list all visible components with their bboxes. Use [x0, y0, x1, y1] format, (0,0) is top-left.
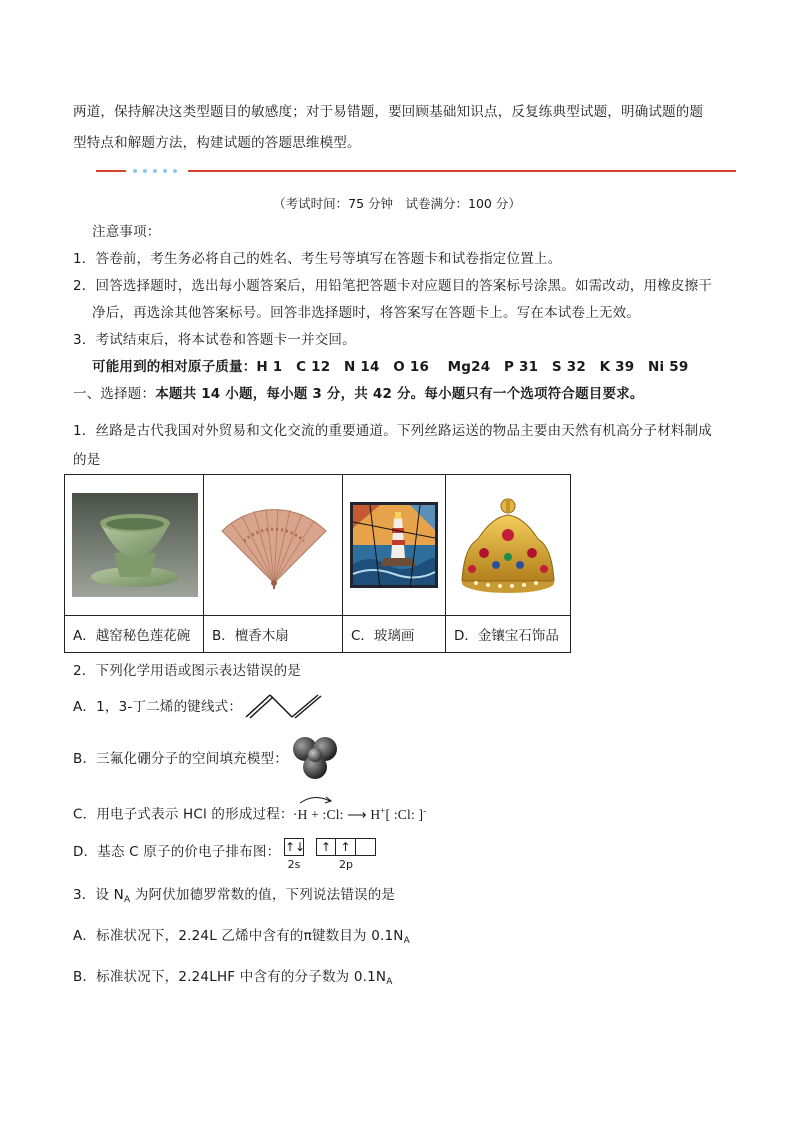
q1-options-table [64, 474, 571, 653]
orbital-box-2s: ↑↓ [285, 839, 306, 854]
q3-option-a-sub: A [403, 936, 410, 946]
q2-option-c [73, 800, 426, 825]
hcl-h-atom: ·H [292, 806, 308, 822]
hcl-product: H+[ :Cl: ]- [370, 805, 427, 822]
orbital-diagram-2p [316, 836, 376, 871]
divider-dot [173, 169, 177, 173]
intro-line-1: 两道，保持解决这类型题目的敏感度；对于易错题，要回顾基础知识点，反复练典型试题，明确试题的题 [73, 104, 704, 120]
divider-dot [153, 169, 157, 173]
bf3-space-filling-model-icon [288, 734, 340, 782]
q3-stem-post: 为阿伏加德罗常数的值，下列说法错误的是 [130, 887, 396, 903]
divider-dot [133, 169, 137, 173]
option-a-caption: A．越窑秘色莲花碗 [65, 616, 204, 653]
butadiene-skeletal-formula-icon [244, 693, 324, 719]
exam-info: （考试时间：75 分钟 试卷满分：100 分） [273, 196, 521, 211]
option-a-image-cell [65, 475, 204, 616]
q3-option-b-sub: A [386, 977, 393, 987]
q3-option-b [73, 967, 393, 992]
electron-transfer-arrow-icon [296, 793, 336, 805]
note-item-2: 2．回答选择题时，选出每小题答案后，用铅笔把答题卡对应题目的答案标号涂黑。如需改动，用橡皮擦干 [73, 278, 712, 294]
divider-left-segment [96, 170, 126, 172]
q3-stem [73, 885, 395, 910]
option-b-caption: B．檀香木扇 [204, 616, 343, 653]
section-1-title [73, 384, 644, 404]
q2-option-a: A．1，3-丁二烯的键线式： [73, 699, 243, 715]
stained-glass-lighthouse-icon [350, 502, 438, 588]
q2-option-b: B．三氟化硼分子的空间填充模型： [73, 751, 288, 767]
hcl-electron-formula [293, 807, 426, 822]
orbital-box-2p-1: ↑ [316, 838, 336, 856]
intro-line-2: 型特点和解题方法，构建试题的答题思维模型。 [73, 135, 361, 151]
option-d-image-cell [446, 475, 571, 616]
q3-stem-sub: A [123, 895, 131, 905]
orbital-box-2p-3 [356, 838, 376, 856]
note-item-1: 1．答卷前，考生务必将自己的姓名、考生号等填写在答题卡和试卷指定位置上。 [73, 251, 562, 267]
orbital-diagram-2s [284, 836, 304, 871]
gold-jeweled-crown-icon [456, 497, 560, 597]
notes-heading: 注意事项： [92, 224, 161, 240]
q1-stem-line-1: 1．丝路是古代我国对外贸易和文化交流的重要通道。下列丝路运送的物品主要由天然有机高分子材料制成 [73, 423, 712, 439]
orbital-label-2p: 2p [339, 857, 353, 871]
orbital-box-2p-2: ↑ [336, 838, 356, 856]
q3-option-a-text: A．标准状况下，2.24L 乙烯中含有的π键数目为 0.1N [73, 928, 404, 944]
section-1-text: 本题共 14 小题，每小题 3 分，共 42 分。每小题只有一个选项符合题目要求。 [155, 386, 644, 402]
q2-stem: 2．下列化学用语或图示表达错误的是 [73, 663, 301, 679]
section-1-label: 一、选择题： [73, 386, 156, 402]
reaction-arrow-icon: ⟶ [347, 806, 367, 822]
hcl-cl-atom: :Cl: [322, 806, 344, 822]
atomic-mass-line: 可能用到的相对原子质量：H 1 C 12 N 14 O 16 Mg24 P 31 S 32 K 39 Ni 59 [92, 359, 689, 375]
q1-stem-line-2: 的是 [73, 452, 101, 468]
option-b-image-cell [204, 475, 343, 616]
option-d-caption: D．金镶宝石饰品 [446, 616, 571, 653]
orbital-label-2s: 2s [287, 857, 301, 871]
q3-stem-pre: 3．设 N [73, 887, 124, 903]
plus-sign: + [311, 806, 319, 822]
q2-option-d: D．基态 C 原子的价电子排布图： [73, 844, 281, 860]
celadon-bowl-icon [72, 493, 198, 597]
note-item-3: 3．考试结束后，将本试卷和答题卡一并交回。 [73, 332, 356, 348]
divider-dot [163, 169, 167, 173]
divider-dot [143, 169, 147, 173]
divider-right-segment [188, 170, 736, 172]
option-c-caption: C．玻璃画 [343, 616, 446, 653]
sandalwood-fan-icon [214, 501, 334, 591]
note-item-2-cont: 净后，再选涂其他答案标号。回答非选择题时，将答案写在答题卡上。写在本试卷上无效。 [92, 305, 640, 321]
q2-option-c-text: C．用电子式表示 HCl 的形成过程： [73, 806, 287, 823]
option-c-image-cell [343, 475, 446, 616]
q3-option-a [73, 926, 410, 951]
q3-option-b-text: B．标准状况下，2.24LHF 中含有的分子数为 0.1N [73, 969, 387, 985]
